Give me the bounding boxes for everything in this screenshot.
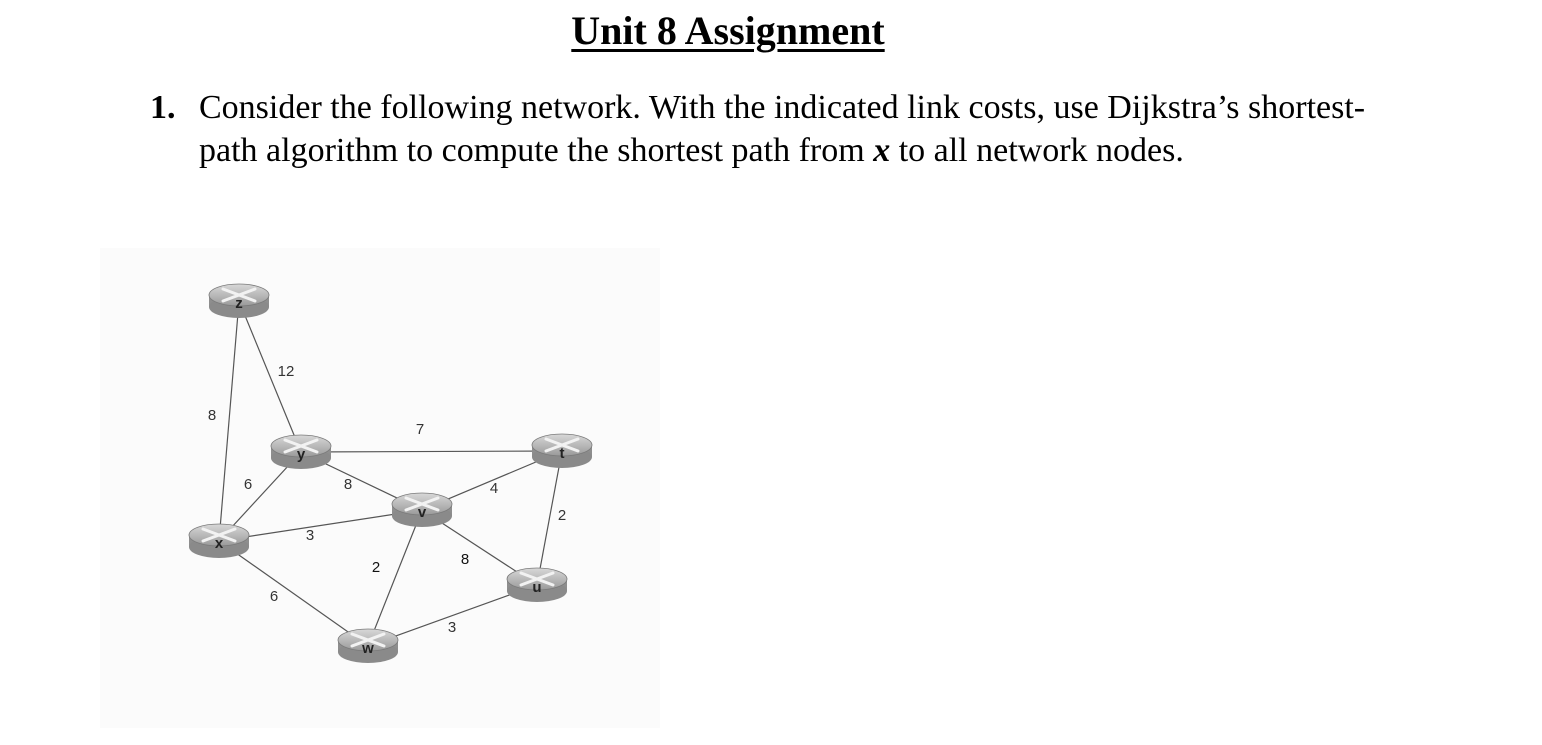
edge-cost-z-x: 8 [207, 407, 217, 424]
network-figure [100, 248, 660, 728]
router-node-z [209, 284, 269, 318]
question-text-before: Consider the following network. With the indicated link costs, use Dijkstra’s shortest-path algorithm to compute the shortest path from [199, 89, 1366, 169]
node-label-z: z [235, 295, 243, 312]
edge-z-x [219, 301, 239, 541]
edge-cost-w-u: 3 [447, 619, 457, 636]
edge-cost-v-u: 8 [460, 551, 470, 568]
edge-v-w [368, 510, 422, 646]
router-node-u [507, 568, 567, 602]
edge-cost-t-u: 2 [557, 507, 567, 524]
edge-x-v [219, 510, 422, 541]
router-node-x [189, 524, 249, 558]
edge-x-w [219, 541, 368, 646]
edge-y-t [301, 451, 562, 452]
edge-cost-y-x: 6 [243, 476, 253, 493]
question-text-after: to all network nodes. [890, 132, 1184, 169]
network-diagram [100, 248, 660, 728]
edge-cost-v-t: 4 [489, 480, 499, 497]
edge-cost-y-v: 8 [343, 476, 353, 493]
node-label-t: t [559, 445, 565, 462]
nodes [189, 284, 592, 663]
node-label-w: w [362, 640, 374, 657]
router-node-t [532, 434, 592, 468]
question-text [199, 86, 1380, 172]
edge-cost-y-t: 7 [415, 421, 425, 438]
edge-cost-x-v: 3 [305, 527, 315, 544]
page-title: Unit 8 Assignment [571, 8, 885, 53]
node-label-y: y [296, 446, 306, 463]
question-number: 1. [150, 89, 176, 126]
edge-cost-x-w: 6 [269, 588, 279, 605]
question-variable: x [873, 132, 891, 169]
router-node-w [338, 629, 398, 663]
router-node-v [392, 493, 452, 527]
node-label-v: v [417, 504, 427, 521]
edge-cost-z-y: 12 [277, 363, 295, 380]
node-label-u: u [532, 579, 542, 596]
node-label-x: x [214, 535, 224, 552]
question-1 [150, 86, 1380, 172]
edge-cost-v-w: 2 [371, 559, 381, 576]
router-node-y [271, 435, 331, 469]
